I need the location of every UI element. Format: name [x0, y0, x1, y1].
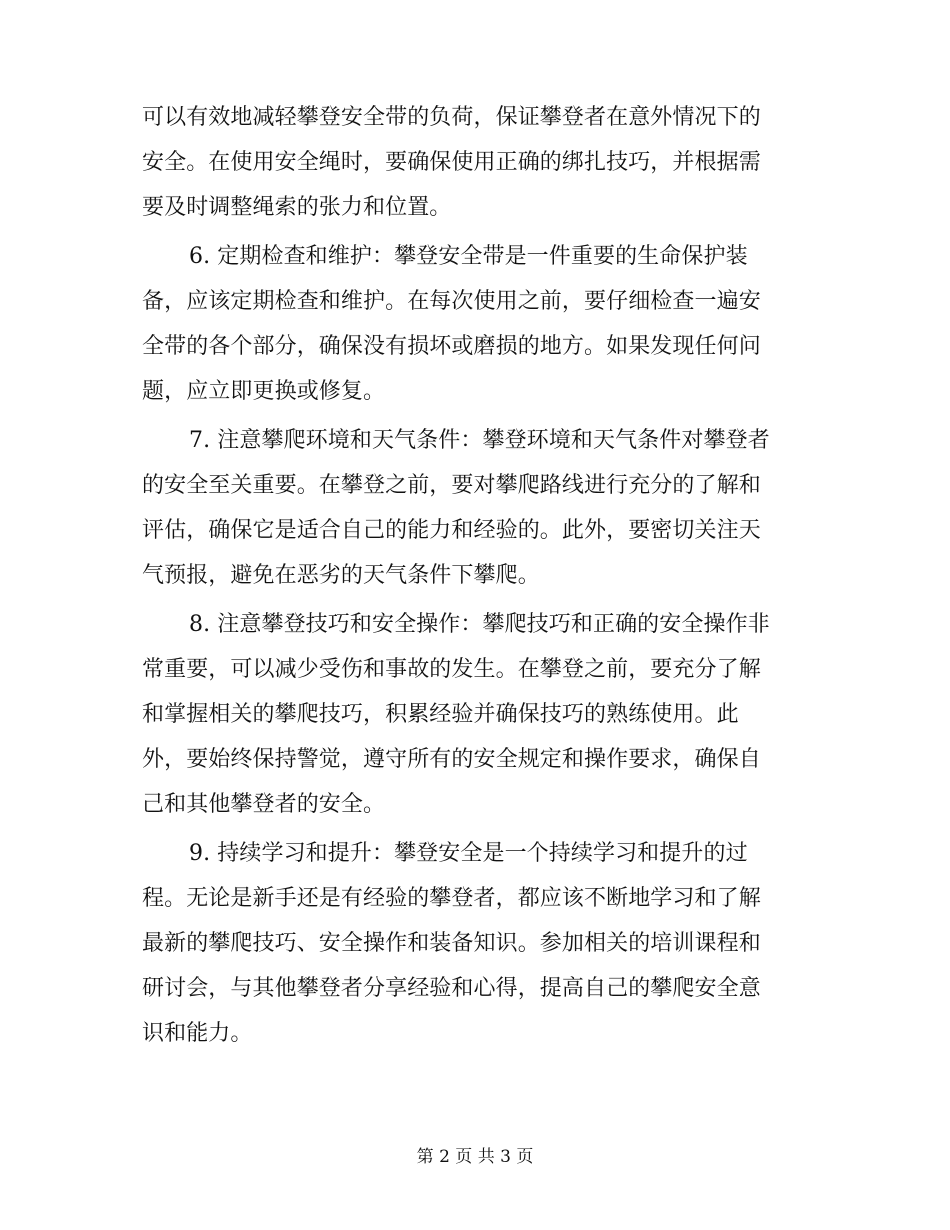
text-line: 和掌握相关的攀爬技巧，积累经验并确保技巧的熟练使用。此 [142, 702, 739, 727]
text-line: 气预报，避免在恶劣的天气条件下攀爬。 [142, 563, 540, 588]
list-item-heading-9: 9. 持续学习和提升：攀登安全是一个持续学习和提升的过 [189, 841, 748, 866]
text-line: 的安全至关重要。在攀登之前，要对攀爬路线进行充分的了解和 [142, 473, 761, 498]
page-number-footer: 第 2 页 共 3 页 [416, 1147, 534, 1167]
text-line: 识和能力。 [142, 1021, 253, 1046]
text-line: 己和其他攀登者的安全。 [142, 792, 386, 817]
list-item-heading-6: 6. 定期检查和维护：攀登安全带是一件重要的生命保护装 [189, 244, 748, 269]
text-line: 最新的攀爬技巧、安全操作和装备知识。参加相关的培训课程和 [142, 931, 761, 956]
text-line: 外，要始终保持警觉，遵守所有的安全规定和操作要求，确保自 [142, 747, 761, 772]
text-line: 备，应该定期检查和维护。在每次使用之前，要仔细检查一遍安 [142, 289, 761, 314]
list-item-heading-8: 8. 注意攀登技巧和安全操作：攀爬技巧和正确的安全操作非 [189, 612, 770, 637]
text-line: 程。无论是新手还是有经验的攀登者，都应该不断地学习和了解 [142, 886, 761, 911]
list-item-heading-7: 7. 注意攀爬环境和天气条件：攀登环境和天气条件对攀登者 [189, 428, 770, 453]
text-line: 要及时调整绳索的张力和位置。 [142, 195, 452, 220]
text-line: 常重要，可以减少受伤和事故的发生。在攀登之前，要充分了解 [142, 657, 761, 682]
text-line: 题，应立即更换或修复。 [142, 379, 386, 404]
text-line: 全带的各个部分，确保没有损坏或磨损的地方。如果发现任何问 [142, 334, 761, 359]
text-line: 研讨会，与其他攀登者分享经验和心得，提高自己的攀爬安全意 [142, 976, 761, 1001]
text-line: 评估，确保它是适合自己的能力和经验的。此外，要密切关注天 [142, 518, 761, 543]
text-line: 安全。在使用安全绳时，要确保使用正确的绑扎技巧，并根据需 [142, 150, 761, 175]
text-line: 可以有效地减轻攀登安全带的负荷，保证攀登者在意外情况下的 [142, 105, 761, 130]
